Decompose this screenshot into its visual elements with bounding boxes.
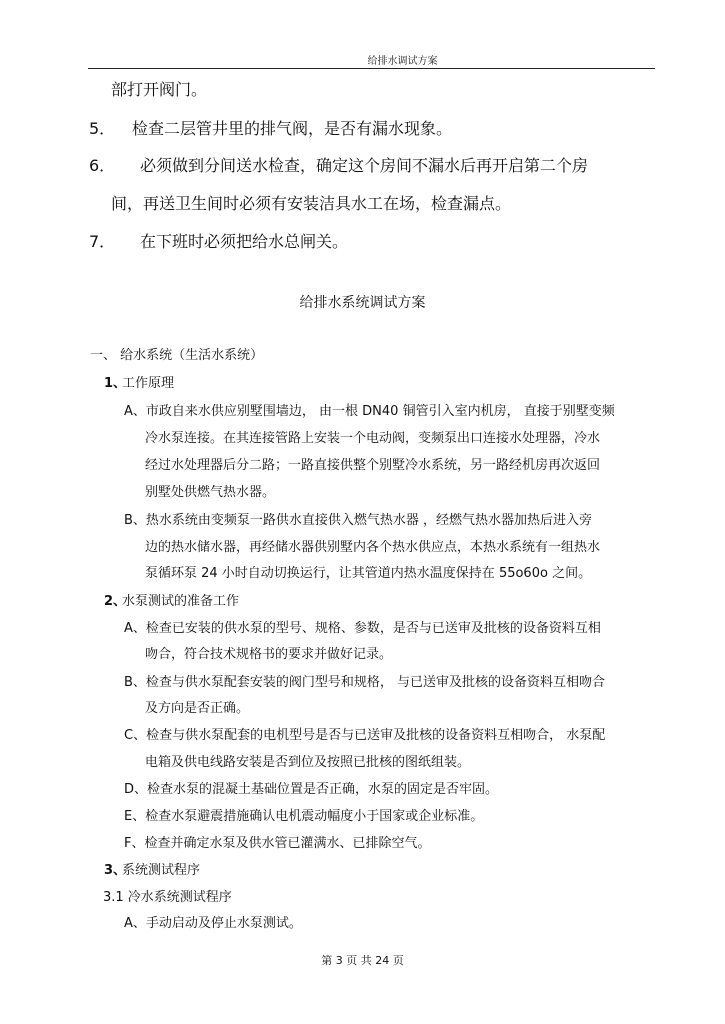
para-a-line-4: 别墅处供燃气热水器。 <box>145 485 276 500</box>
prep-b-line-2: 及方向是否正确。 <box>145 701 250 716</box>
list-item-6-continuation: 间，再送卫生间时必须有安装洁具水工在场，检查漏点。 <box>111 194 512 213</box>
prep-a-line-1: A、检查已安装的供水泵的型号、规格、参数，是否与已送审及批核的设备资料互相 <box>124 621 601 636</box>
prep-e: E、检查水泵避震措施确认电机震动幅度小于国家或企业标准。 <box>124 809 484 824</box>
list-item-7-number: 7． <box>89 232 116 251</box>
prep-f: F、检查并确定水泵及供水管已灌满水、已排除空气。 <box>124 836 431 851</box>
list-item-5-number: 5． <box>89 119 116 138</box>
para-b-line-2: 边的热水储水器，再经储水器供别墅内各个热水供应点，本热水系统有一组热水 <box>145 540 601 555</box>
subsection-3-1-title: 3.1 冷水系统测试程序 <box>103 890 232 905</box>
subsection-3-1-item-a: A、手动启动及停止水泵测试。 <box>124 916 302 931</box>
list-item-6-text: 必须做到分间送水检查，确定这个房间不漏水后再开启第二个房 <box>140 156 589 175</box>
subsection-2-number: 2、 <box>104 594 127 609</box>
para-a-line-1: A、市政自来水供应别墅围墙边， 由一根 DN40 铜管引入室内机房， 直接于别墅变频 <box>124 404 615 419</box>
prep-a-line-2: 吻合，符合技术规格书的要求并做好记录。 <box>145 647 393 662</box>
subsection-2-title: 水泵测试的准备工作 <box>122 594 240 609</box>
list-item-7-text: 在下班时必须把给水总闸关。 <box>140 232 349 251</box>
para-b-line-1: B、热水系统由变频泵一路供水直接供入燃气热水器 ，经燃气热水器加热后进入旁 <box>124 513 593 528</box>
paragraph-continuation: 部打开阀门。 <box>111 80 208 99</box>
para-a-line-3: 经过水处理器后分二路；一路直接供整个别墅冷水系统，另一路经机房再次返回 <box>145 458 601 473</box>
subsection-1-number: 1、 <box>104 376 127 391</box>
document-title: 给排水系统调试方案 <box>299 295 426 311</box>
prep-d: D、检查水泵的混凝土基础位置是否正确，水泵的固定是否牢固。 <box>124 782 499 797</box>
running-header: 给排水调试方案 <box>367 56 438 67</box>
prep-c-line-1: C、检查与供水泵配套的电机型号是否与已送审及批核的设备资料互相吻合， 水泵配 <box>124 728 606 743</box>
section-heading: 一、 给水系统（生活水系统） <box>90 348 264 363</box>
para-b-line-3: 泵循环泵 24 小时自动切换运行，让其管道内热水温度保持在 55o60o 之间。 <box>145 566 592 581</box>
prep-c-line-2: 电箱及供电线路安装是否到位及按照已批核的图纸组装。 <box>145 755 471 770</box>
page-footer: 第 3 页 共 24 页 <box>321 954 404 967</box>
subsection-3-title: 系统测试程序 <box>122 863 201 878</box>
subsection-1-title: 工作原理 <box>122 376 175 391</box>
prep-b-line-1: B、检查与供水泵配套安装的阀门型号和规格， 与已送审及批核的设备资料互相吻合 <box>124 675 606 690</box>
list-item-5-text: 检查二层管井里的排气阀，是否有漏水现象。 <box>132 119 453 138</box>
subsection-3-number: 3、 <box>104 863 127 878</box>
list-item-6-number: 6． <box>89 156 116 175</box>
header-rule <box>88 68 655 69</box>
para-a-line-2: 冷水泵连接。在其连接管路上安装一个电动阀，变频泵出口连接水处理器，冷水 <box>145 431 601 446</box>
